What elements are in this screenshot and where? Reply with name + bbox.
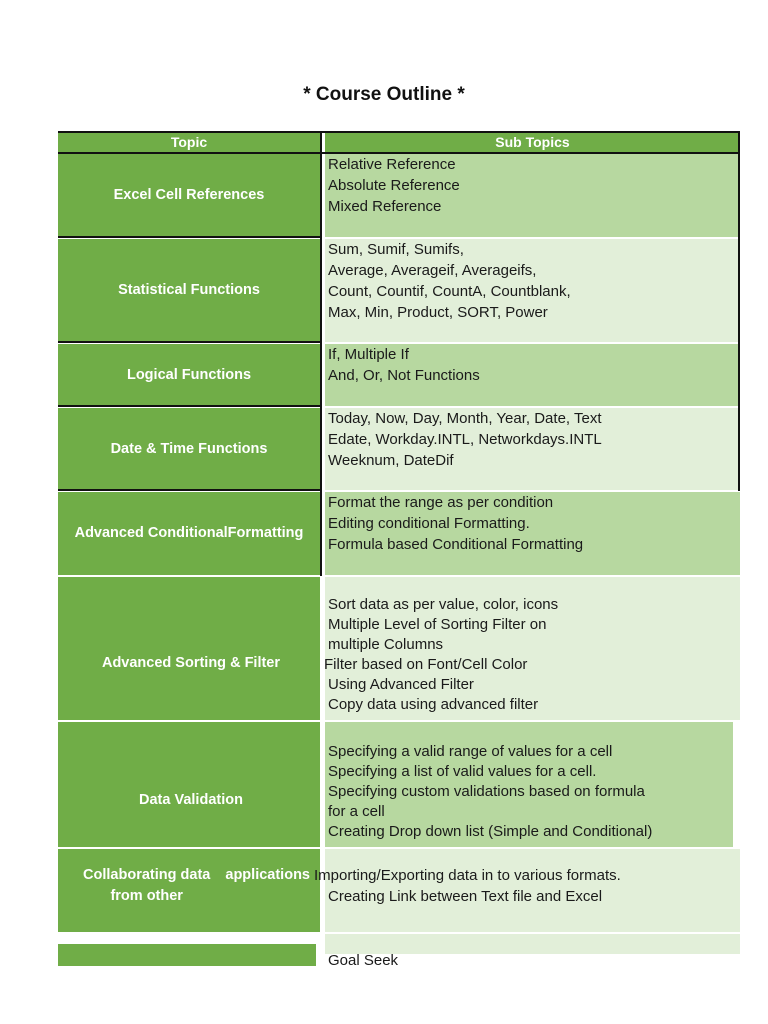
subtopic-item: And, Or, Not Functions [328, 367, 480, 384]
subtopic-item: multiple Columns [328, 636, 444, 653]
topic-label: Data Validation [139, 792, 243, 808]
subtopic-item: Mixed Reference [328, 198, 442, 215]
topic-cell [58, 722, 320, 847]
topic-label: Advanced Conditional [74, 525, 228, 541]
subtopics-cell [325, 239, 740, 342]
subtopics-cell [325, 934, 740, 969]
topic-cell [58, 239, 320, 342]
topic-cell [58, 344, 320, 406]
topic-label: Date & Time Functions [110, 440, 268, 457]
subtopics-cell [325, 492, 740, 575]
table-row [58, 408, 740, 490]
table-rule [58, 489, 320, 491]
table-header-row [58, 132, 740, 153]
subtopic-item: Average, Averageif, Averageifs, [328, 262, 537, 279]
table-row [58, 577, 740, 720]
table-rule [58, 131, 740, 133]
table-rule [58, 152, 740, 154]
subtopic-item: Sum, Sumif, Sumifs, [328, 241, 464, 258]
subtopic-item: Creating Link between Text file and Excel [328, 888, 603, 905]
subtopic-item: Editing conditional Formatting. [328, 515, 530, 532]
subtopic-item: Specifying a valid range of values for a cell [328, 743, 613, 760]
subtopic-item: Weeknum, DateDif [328, 452, 454, 469]
topic-cell [58, 849, 320, 932]
topic-label: Collaborating data from other [83, 867, 211, 904]
page-title: * Course Outline * [303, 84, 465, 105]
table-row [58, 239, 740, 342]
subtopics-cell [325, 154, 740, 237]
subtopics-header: Sub Topics [325, 132, 740, 153]
subtopic-item: Importing/Exporting data in to various formats. [314, 867, 621, 884]
table-rule [58, 405, 320, 407]
subtopic-item: If, Multiple If [328, 346, 409, 363]
table-rule [58, 341, 320, 343]
topic-cell [58, 944, 316, 966]
subtopic-item: Formula based Conditional Formatting [328, 536, 584, 553]
subtopic-item: Today, Now, Day, Month, Year, Date, Text [328, 410, 602, 427]
subtopic-item: Specifying custom validations based on formula [328, 783, 645, 800]
subtopics-cell [325, 344, 740, 406]
table-row [58, 492, 740, 575]
subtopics-cell [314, 849, 740, 932]
subtopic-item: Count, Countif, CountA, Countblank, [328, 283, 571, 300]
subtopic-item: Multiple Level of Sorting Filter on [328, 616, 547, 633]
subtopic-item: Goal Seek [328, 952, 399, 969]
subtopic-item: Relative Reference [328, 156, 456, 173]
subtopics-cell [325, 577, 740, 720]
table-row [58, 154, 740, 237]
subtopic-item: Max, Min, Product, SORT, Power [328, 304, 548, 321]
topic-cell [58, 577, 320, 720]
subtopic-item: Specifying a list of valid values for a cell. [328, 763, 597, 780]
subtopic-item: Absolute Reference [328, 177, 460, 194]
subtopic-item: for a cell [328, 803, 385, 820]
table-rule [58, 236, 320, 238]
subtopics-cell [325, 722, 733, 847]
topic-cell [58, 408, 320, 490]
subtopic-item: Sort data as per value, color, icons [328, 596, 559, 613]
topic-label: Logical Functions [126, 366, 252, 383]
topic-label: Statistical Functions [118, 282, 260, 298]
column-divider [320, 131, 322, 576]
subtopic-item: Using Advanced Filter [328, 676, 474, 693]
subtopic-item: Format the range as per condition [328, 494, 554, 511]
topic-header: Topic [58, 132, 320, 153]
subtopic-item: Creating Drop down list (Simple and Conditional) [328, 823, 653, 840]
topic-label: Formatting [227, 525, 304, 541]
table-row [58, 344, 740, 406]
subtopic-item: Filter based on Font/Cell Color [324, 656, 528, 673]
subtopic-item: Copy data using advanced filter [328, 696, 539, 713]
topic-cell [58, 492, 320, 575]
topic-label: applications [225, 867, 310, 883]
topic-cell [58, 154, 320, 237]
table-row [58, 722, 740, 847]
table-row [58, 849, 740, 932]
table-border [738, 131, 740, 491]
table-row [58, 934, 740, 969]
subtopics-cell [325, 408, 740, 490]
subtopic-item: Edate, Workday.INTL, Networkdays.INTL [328, 431, 602, 448]
topic-label: Excel Cell References [113, 187, 265, 203]
topic-label: Advanced Sorting & Filter [101, 655, 281, 671]
